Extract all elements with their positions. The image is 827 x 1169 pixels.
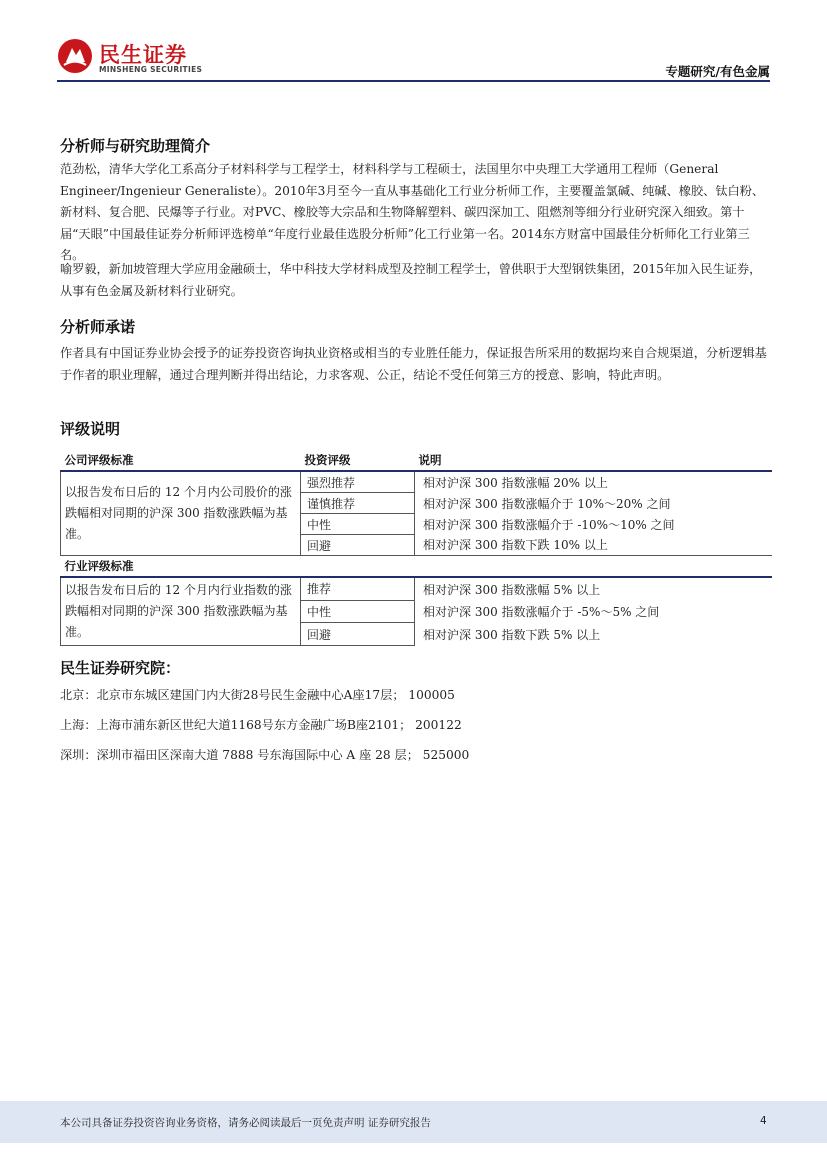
grade-cell: 谨慎推荐 — [301, 493, 415, 514]
page-footer — [0, 1101, 827, 1143]
desc-cell: 相对沪深 300 指数下跌 5% 以上 — [423, 627, 601, 642]
grade-cell: 回避 — [301, 623, 415, 646]
logo-text-cn: 民生证券 — [99, 43, 187, 67]
page-header — [57, 38, 770, 80]
industry-standard-text: 以报告发布日后的 12 个月内行业指数的涨跌幅相对同期的沪深 300 指数涨跌幅为基准。 — [61, 577, 301, 646]
institute-title: 民生证券研究院： — [60, 659, 181, 677]
page-number: 4 — [760, 1115, 767, 1127]
grade-cell: 中性 — [301, 600, 415, 623]
header-divider — [57, 80, 770, 82]
grade-cell: 回避 — [301, 535, 415, 556]
company-standard-text: 以报告发布日后的 12 个月内公司股价的涨跌幅相对同期的沪深 300 指数涨跌幅为基准。 — [61, 471, 301, 556]
analyst-bio-2: 喻罗毅，新加坡管理大学应用金融硕士，华中科技大学材料成型及控制工程学士，曾供职于大型钢铁集团，2015年加入民生证券，从事有色金属及新材料行业研究。 — [60, 262, 762, 298]
analysts-title: 分析师与研究助理简介 — [60, 137, 211, 155]
col-description: 说明 — [415, 450, 773, 471]
commitment-title: 分析师承诺 — [60, 318, 136, 336]
desc-cell: 相对沪深 300 指数涨幅介于 -5%～5% 之间 — [423, 605, 660, 619]
desc-cell: 相对沪深 300 指数涨幅 5% 以上 — [423, 582, 601, 597]
analyst-bio-1: 范劲松，清华大学化工系高分子材料科学与工程学士，材料科学与工程硕士，法国里尔中央理工大学通用工程师（General Engineer/Ingenieur Generaliste）。2010年3月至今一直从事基础化工行业分析师工作，主要覆盖氯碱、纯碱、橡胶、钛白粉、新材料、复合肥、民爆等子行业。对PVC、橡胶等大宗品和生物降解塑料、碳四深加工、阻燃剂等细分行业研究深入细致。第十届“天眼”中国最佳证券分析师评选榜单“年度行业最佳选股分析师”化工行业第一名。2014东方财富中国最佳分析师化工行业第三名。 — [60, 162, 765, 262]
grade-cell: 推荐 — [301, 577, 415, 600]
desc-cell: 相对沪深 300 指数涨幅 20% 以上 — [423, 475, 608, 490]
desc-cell: 相对沪深 300 指数涨幅介于 10%～20% 之间 — [423, 496, 671, 511]
grade-cell: 中性 — [301, 514, 415, 535]
commitment-text: 作者具有中国证券业协会授予的证券投资咨询执业资格或相当的专业胜任能力，保证报告所采用的数据均来自合规渠道，分析逻辑基于作者的职业理解，通过合理判断并得出结论，力求客观、公正，结论不受任何第三方的授意、影响，特此声明。 — [60, 346, 767, 382]
address-shenzhen: 深圳：深圳市福田区深南大道 7888 号东海国际中心 A 座 28 层； 525000 — [60, 748, 470, 762]
logo-text-en: MINSHENG SECURITIES — [99, 65, 203, 74]
industry-subheader — [61, 556, 773, 578]
col-investment-rating: 投资评级 — [301, 450, 415, 471]
grade-cell: 强烈推荐 — [301, 471, 415, 493]
industry-standard-title: 行业评级标准 — [61, 556, 301, 578]
desc-cell: 相对沪深 300 指数涨幅介于 -10%～10% 之间 — [423, 517, 675, 532]
table-row — [61, 577, 773, 600]
footer-disclaimer: 本公司具备证券投资咨询业务资格，请务必阅读最后一页免责声明 证券研究报告 — [60, 1117, 431, 1129]
report-type: 专题研究/有色金属 — [665, 64, 770, 79]
rating-title: 评级说明 — [60, 420, 121, 438]
desc-cell: 相对沪深 300 指数下跌 10% 以上 — [423, 538, 608, 553]
rating-table-header — [61, 450, 773, 471]
col-company-standard: 公司评级标准 — [61, 450, 301, 471]
rating-table — [60, 450, 772, 646]
address-beijing: 北京：北京市东城区建国门内大街28号民生金融中心A座17层； 100005 — [60, 688, 455, 702]
minsheng-logo-icon — [57, 38, 93, 74]
address-shanghai: 上海：上海市浦东新区世纪大道1168号东方金融广场B座2101； 200122 — [60, 718, 462, 732]
table-row — [61, 471, 773, 493]
